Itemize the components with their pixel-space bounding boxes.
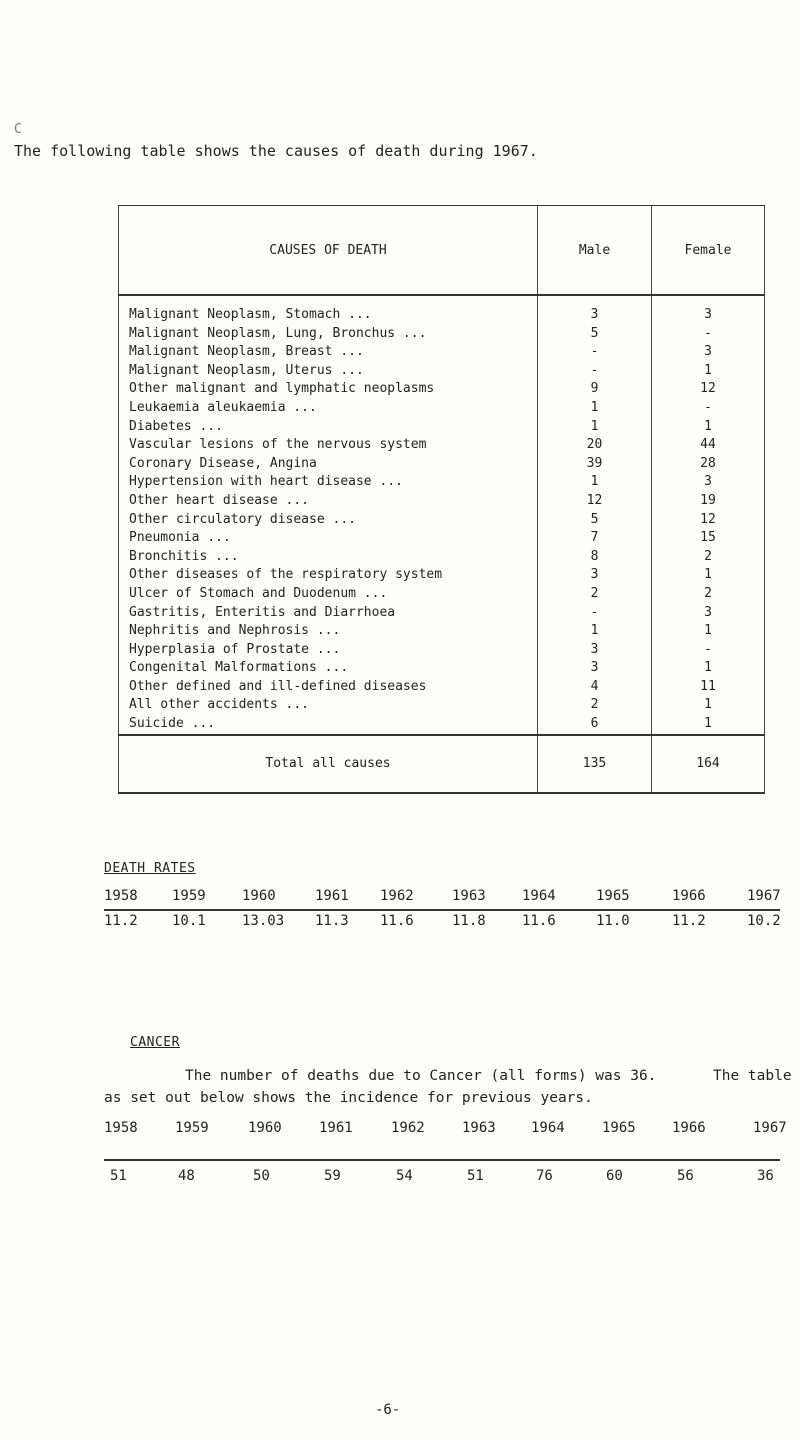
female-column bbox=[652, 295, 765, 735]
cancer-deaths-value: 60 bbox=[606, 1168, 623, 1184]
male-count: - bbox=[590, 362, 599, 378]
page-number: -6- bbox=[375, 1402, 401, 1418]
male-count: 3 bbox=[590, 567, 599, 583]
cause-label: Gastritis, Enteritis and Diarrhoea bbox=[129, 604, 396, 620]
year-label: 1960 bbox=[242, 888, 276, 904]
male-count: 8 bbox=[590, 548, 599, 564]
year-label: 1961 bbox=[319, 1120, 353, 1136]
male-column bbox=[538, 295, 652, 735]
cancer-deaths-value: 59 bbox=[324, 1168, 341, 1184]
male-count: 1 bbox=[590, 418, 599, 434]
death-rates-heading: DEATH RATES bbox=[104, 861, 196, 876]
death-rate-value: 11.2 bbox=[104, 913, 138, 929]
female-count: 1 bbox=[704, 716, 712, 732]
year-label: 1962 bbox=[391, 1120, 425, 1136]
intro-text: The following table shows the causes of death during 1967. bbox=[14, 142, 538, 160]
female-count: 1 bbox=[704, 623, 712, 639]
year-label: 1963 bbox=[452, 888, 486, 904]
female-count: 28 bbox=[700, 455, 716, 471]
cause-label: Congenital Malformations ... bbox=[129, 660, 349, 676]
male-count: 2 bbox=[590, 697, 599, 713]
cancer-line1-end: The table bbox=[713, 1068, 792, 1084]
female-count: 15 bbox=[700, 530, 716, 546]
total-female: 164 bbox=[652, 735, 765, 793]
female-count: - bbox=[704, 399, 712, 415]
header-male: Male bbox=[538, 206, 652, 296]
female-count: 3 bbox=[704, 604, 712, 620]
cause-label: Suicide ... bbox=[129, 716, 216, 732]
causes-column bbox=[119, 295, 538, 735]
cancer-deaths-value: 54 bbox=[396, 1168, 413, 1184]
cause-label: Other malignant and lymphatic neoplasms bbox=[129, 381, 435, 397]
female-count: 2 bbox=[704, 548, 712, 564]
year-label: 1961 bbox=[315, 888, 349, 904]
female-count: 12 bbox=[700, 381, 716, 397]
male-count: - bbox=[590, 344, 599, 360]
cause-label: Malignant Neoplasm, Breast ... bbox=[129, 344, 364, 360]
year-label: 1966 bbox=[672, 1120, 706, 1136]
female-count: 1 bbox=[704, 660, 712, 676]
female-count: 1 bbox=[704, 697, 712, 713]
cause-label: All other accidents ... bbox=[129, 697, 310, 713]
year-label: 1959 bbox=[172, 888, 206, 904]
year-label: 1958 bbox=[104, 1120, 138, 1136]
male-count: 7 bbox=[590, 530, 599, 546]
year-label: 1958 bbox=[104, 888, 138, 904]
female-count: 11 bbox=[700, 678, 716, 694]
cancer-deaths-value: 50 bbox=[253, 1168, 270, 1184]
cause-label: Malignant Neoplasm, Lung, Bronchus ... bbox=[129, 325, 427, 341]
total-male: 135 bbox=[538, 735, 652, 793]
male-count: 5 bbox=[590, 511, 599, 527]
cause-label: Malignant Neoplasm, Stomach ... bbox=[129, 307, 372, 322]
male-count: 1 bbox=[590, 474, 599, 490]
cause-label: Coronary Disease, Angina bbox=[129, 455, 317, 471]
cancer-deaths-value: 51 bbox=[110, 1168, 127, 1184]
death-rates-years bbox=[0, 888, 800, 908]
death-rate-value: 10.2 bbox=[747, 913, 781, 929]
cancer-rule bbox=[104, 1159, 780, 1161]
male-count: 1 bbox=[590, 399, 599, 415]
total-label: Total all causes bbox=[119, 735, 538, 793]
cause-label: Hypertension with heart disease ... bbox=[129, 474, 403, 490]
cancer-deaths-value: 51 bbox=[467, 1168, 484, 1184]
death-rate-value: 11.6 bbox=[522, 913, 556, 929]
cause-label: Nephritis and Nephrosis ... bbox=[129, 623, 341, 639]
year-label: 1960 bbox=[248, 1120, 282, 1136]
death-rate-value: 11.0 bbox=[596, 913, 630, 929]
cause-label: Leukaemia aleukaemia ... bbox=[129, 399, 317, 415]
year-label: 1967 bbox=[753, 1120, 787, 1136]
male-count: 5 bbox=[590, 325, 599, 341]
male-count: 20 bbox=[586, 437, 603, 453]
male-count: 39 bbox=[586, 455, 603, 471]
female-count: 2 bbox=[704, 585, 712, 601]
cause-label: Other defined and ill-defined diseases bbox=[129, 678, 427, 694]
cause-label: Other diseases of the respiratory system bbox=[129, 567, 443, 583]
cancer-line2: as set out below shows the incidence for previous years. bbox=[104, 1090, 593, 1106]
female-count: 1 bbox=[704, 362, 712, 378]
male-count: 2 bbox=[590, 585, 599, 601]
death-rate-value: 11.2 bbox=[672, 913, 706, 929]
cause-label: Other circulatory disease ... bbox=[129, 511, 356, 527]
cancer-heading: CANCER bbox=[130, 1035, 180, 1050]
cancer-deaths-value: 76 bbox=[536, 1168, 553, 1184]
death-rate-value: 13.03 bbox=[242, 913, 285, 929]
cause-label: Other heart disease ... bbox=[129, 492, 310, 508]
cause-label: Ulcer of Stomach and Duodenum ... bbox=[129, 585, 388, 601]
death-rate-value: 11.3 bbox=[315, 913, 349, 929]
male-count: 4 bbox=[590, 678, 599, 694]
female-count: - bbox=[704, 325, 712, 341]
cancer-deaths-value: 48 bbox=[178, 1168, 195, 1184]
death-rates-values bbox=[0, 913, 800, 933]
cancer-years bbox=[0, 1120, 800, 1140]
cause-label: Vascular lesions of the nervous system bbox=[129, 437, 427, 453]
year-label: 1967 bbox=[747, 888, 781, 904]
header-female: Female bbox=[652, 206, 765, 296]
causes-of-death-table bbox=[118, 205, 765, 794]
cancer-deaths-value: 36 bbox=[757, 1168, 774, 1184]
year-label: 1963 bbox=[462, 1120, 496, 1136]
margin-mark: C bbox=[14, 122, 22, 137]
death-rates-rule bbox=[104, 909, 780, 911]
female-count: 3 bbox=[704, 307, 712, 322]
cause-label: Malignant Neoplasm, Uterus ... bbox=[129, 362, 364, 378]
death-rate-value: 11.8 bbox=[452, 913, 486, 929]
header-causes: CAUSES OF DEATH bbox=[119, 206, 538, 296]
male-count: 9 bbox=[590, 381, 599, 397]
cause-label: Bronchitis ... bbox=[129, 548, 239, 564]
female-count: 1 bbox=[704, 567, 712, 583]
female-count: 3 bbox=[704, 344, 712, 360]
cause-label: Diabetes ... bbox=[129, 418, 223, 434]
cancer-line1: The number of deaths due to Cancer (all forms) was 36. bbox=[185, 1068, 657, 1084]
year-label: 1964 bbox=[531, 1120, 565, 1136]
male-count: 12 bbox=[586, 492, 603, 508]
year-label: 1965 bbox=[602, 1120, 636, 1136]
male-count: 3 bbox=[590, 641, 599, 657]
female-count: 3 bbox=[704, 474, 712, 490]
year-label: 1959 bbox=[175, 1120, 209, 1136]
cause-label: Hyperplasia of Prostate ... bbox=[129, 641, 341, 657]
cancer-deaths-value: 56 bbox=[677, 1168, 694, 1184]
female-count: 12 bbox=[700, 511, 716, 527]
cause-label: Pneumonia ... bbox=[129, 530, 231, 546]
male-count: 3 bbox=[590, 307, 599, 322]
female-count: - bbox=[704, 641, 712, 657]
male-count: - bbox=[590, 604, 599, 620]
male-count: 6 bbox=[590, 716, 599, 732]
year-label: 1964 bbox=[522, 888, 556, 904]
female-count: 1 bbox=[704, 418, 712, 434]
cancer-values bbox=[0, 1168, 800, 1188]
year-label: 1966 bbox=[672, 888, 706, 904]
year-label: 1962 bbox=[380, 888, 414, 904]
death-rate-value: 11.6 bbox=[380, 913, 414, 929]
female-count: 19 bbox=[700, 492, 716, 508]
female-count: 44 bbox=[700, 437, 716, 453]
year-label: 1965 bbox=[596, 888, 630, 904]
male-count: 1 bbox=[590, 623, 599, 639]
death-rate-value: 10.1 bbox=[172, 913, 206, 929]
male-count: 3 bbox=[590, 660, 599, 676]
